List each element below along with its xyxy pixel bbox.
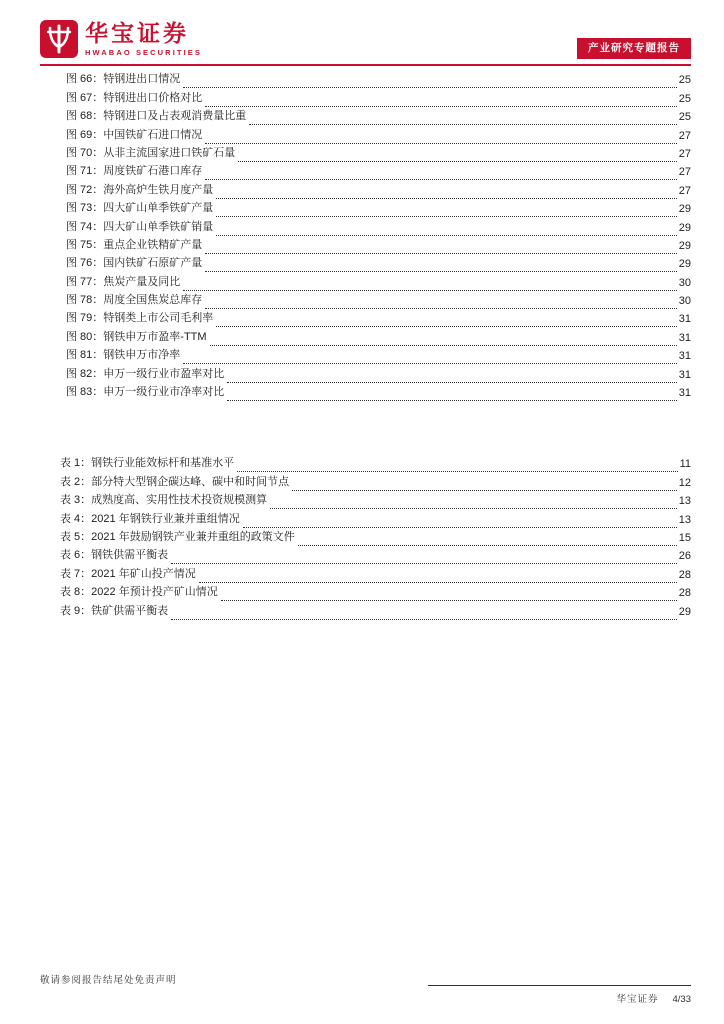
logo (40, 20, 202, 58)
hwabao-logo-icon (40, 20, 78, 58)
toc-entry-page: 13 (678, 495, 691, 508)
toc-entry-label: 图 75：重点企业铁精矿产量 (66, 238, 203, 251)
toc-entry-page: 29 (678, 605, 691, 618)
toc-table-entry (60, 528, 691, 546)
dot-leader (292, 478, 677, 491)
toc-entry-page: 31 (678, 387, 691, 400)
dot-leader (205, 259, 676, 272)
toc-table-entry (60, 509, 691, 527)
toc-entry-label: 表 2：部分特大型钢企碳达峰、碳中和时间节点 (60, 475, 290, 488)
toc-entry-label: 表 1：钢铁行业能效标杆和基准水平 (60, 457, 235, 470)
toc-entry-label: 图 83：申万一级行业市净率对比 (66, 386, 225, 399)
toc-figure-entry (66, 236, 691, 254)
dot-leader (237, 459, 677, 472)
toc-entry-page: 27 (678, 129, 691, 142)
dot-leader (199, 570, 677, 583)
dot-leader (210, 333, 677, 346)
toc-figure-entry (66, 70, 691, 88)
toc-entry-page: 25 (678, 92, 691, 105)
toc-entry-label: 图 77：焦炭产量及同比 (66, 275, 181, 288)
dot-leader (227, 370, 676, 383)
brand-name-en: HWABAO SECURITIES (85, 48, 202, 58)
dot-leader (298, 533, 677, 546)
toc-entry-label: 图 66：特钢进出口情况 (66, 73, 181, 86)
dot-leader (270, 496, 677, 509)
toc-entry-page: 30 (678, 276, 691, 289)
toc-entry-page: 26 (678, 550, 691, 563)
toc-entry-label: 表 5：2021 年鼓励钢铁产业兼并重组的政策文件 (60, 530, 295, 543)
toc-entry-label: 表 4：2021 年钢铁行业兼并重组情况 (60, 512, 240, 525)
toc-figure-entry (66, 272, 691, 290)
toc-figure-entry (66, 217, 691, 235)
header-divider (40, 64, 691, 66)
toc-table-entry (60, 601, 691, 619)
toc-figure-entry (66, 346, 691, 364)
toc-entry-page: 29 (678, 258, 691, 271)
footer-page-info (616, 991, 691, 1005)
toc-figure-entry (66, 383, 691, 401)
toc-table-entry (60, 454, 691, 472)
toc-figure-entry (66, 162, 691, 180)
toc-entry-page: 30 (678, 295, 691, 308)
toc-figure-entry (66, 254, 691, 272)
toc-entry-page: 31 (678, 368, 691, 381)
toc-figure-entry (66, 180, 691, 198)
dot-leader (221, 588, 677, 601)
toc-entry-label: 图 67：特钢进出口价格对比 (66, 91, 203, 104)
toc-table-entry (60, 491, 691, 509)
dot-leader (171, 551, 677, 564)
dot-leader (205, 131, 676, 144)
toc-figure-entry (66, 199, 691, 217)
toc-entry-page: 29 (678, 203, 691, 216)
brand-text (85, 21, 202, 57)
dot-leader (216, 186, 676, 199)
toc-entry-page: 12 (678, 476, 691, 489)
toc-entry-page: 25 (678, 111, 691, 124)
dot-leader (216, 204, 676, 217)
toc-entry-page: 11 (679, 458, 691, 471)
toc-figure-entry (66, 125, 691, 143)
toc-entry-label: 表 6：钢铁供需平衡表 (60, 549, 169, 562)
dot-leader (171, 607, 677, 620)
toc-entry-label: 图 81：钢铁申万市净率 (66, 349, 181, 362)
toc-entry-page: 13 (678, 513, 691, 526)
toc-entry-label: 图 82：申万一级行业市盈率对比 (66, 367, 225, 380)
dot-leader (243, 515, 677, 528)
toc-entry-label: 图 71：周度铁矿石港口库存 (66, 165, 203, 178)
dot-leader (216, 223, 676, 236)
toc-entry-label: 图 79：特钢类上市公司毛利率 (66, 312, 214, 325)
figure-toc-list (60, 70, 691, 401)
dot-leader (205, 94, 676, 107)
toc-entry-page: 15 (678, 531, 691, 544)
toc-entry-label: 图 80：钢铁申万市盈率-TTM (66, 330, 207, 343)
toc-entry-page: 31 (678, 313, 691, 326)
dot-leader (205, 241, 676, 254)
toc-entry-page: 31 (678, 350, 691, 363)
dot-leader (205, 296, 676, 309)
toc-figure-entry (66, 364, 691, 382)
toc-figure-entry (66, 327, 691, 345)
toc-entry-label: 图 78：周度全国焦炭总库存 (66, 294, 203, 307)
toc-entry-page: 27 (678, 147, 691, 160)
dot-leader (205, 167, 676, 180)
dot-leader (238, 149, 676, 162)
table-of-contents (60, 70, 691, 620)
toc-entry-label: 图 74：四大矿山单季铁矿销量 (66, 220, 214, 233)
toc-table-entry (60, 564, 691, 582)
dot-leader (183, 278, 676, 291)
toc-figure-entry (66, 88, 691, 106)
footer-brand: 华宝证券 (616, 994, 659, 1005)
toc-entry-page: 28 (678, 568, 691, 581)
toc-entry-label: 图 72：海外高炉生铁月度产量 (66, 183, 214, 196)
dot-leader (183, 351, 676, 364)
report-type-badge: 产业研究专题报告 (577, 38, 691, 59)
toc-entry-label: 图 76：国内铁矿石原矿产量 (66, 257, 203, 270)
toc-table-entry (60, 546, 691, 564)
toc-figure-entry (66, 291, 691, 309)
toc-figure-entry (66, 144, 691, 162)
dot-leader (227, 388, 676, 401)
footer-disclaimer: 敬请参阅报告结尾处免责声明 (40, 975, 177, 986)
toc-entry-page: 27 (678, 166, 691, 179)
toc-entry-label: 图 68：特钢进口及占表观消费量比重 (66, 110, 247, 123)
toc-entry-label: 表 8：2022 年预计投产矿山情况 (60, 586, 218, 599)
table-toc-list (60, 454, 691, 620)
toc-entry-label: 表 9：铁矿供需平衡表 (60, 604, 169, 617)
toc-entry-page: 25 (678, 74, 691, 87)
dot-leader (216, 314, 676, 327)
dot-leader (249, 112, 676, 125)
toc-figure-entry (66, 107, 691, 125)
toc-entry-label: 表 7：2021 年矿山投产情况 (60, 567, 196, 580)
toc-entry-label: 表 3：成熟度高、实用性技术投资规模测算 (60, 494, 268, 507)
footer-divider (428, 985, 691, 986)
footer-page-number: 4/33 (672, 994, 691, 1005)
toc-entry-label: 图 73：四大矿山单季铁矿产量 (66, 202, 214, 215)
toc-entry-page: 29 (678, 221, 691, 234)
toc-entry-label: 图 69：中国铁矿石进口情况 (66, 128, 203, 141)
toc-entry-label: 图 70：从非主流国家进口铁矿石量 (66, 146, 236, 159)
toc-entry-page: 27 (678, 184, 691, 197)
toc-entry-page: 31 (678, 331, 691, 344)
brand-name-cn: 华宝证券 (85, 19, 189, 46)
toc-entry-page: 28 (678, 587, 691, 600)
toc-figure-entry (66, 309, 691, 327)
toc-table-entry (60, 472, 691, 490)
toc-entry-page: 29 (678, 239, 691, 252)
toc-table-entry (60, 583, 691, 601)
dot-leader (183, 75, 676, 88)
